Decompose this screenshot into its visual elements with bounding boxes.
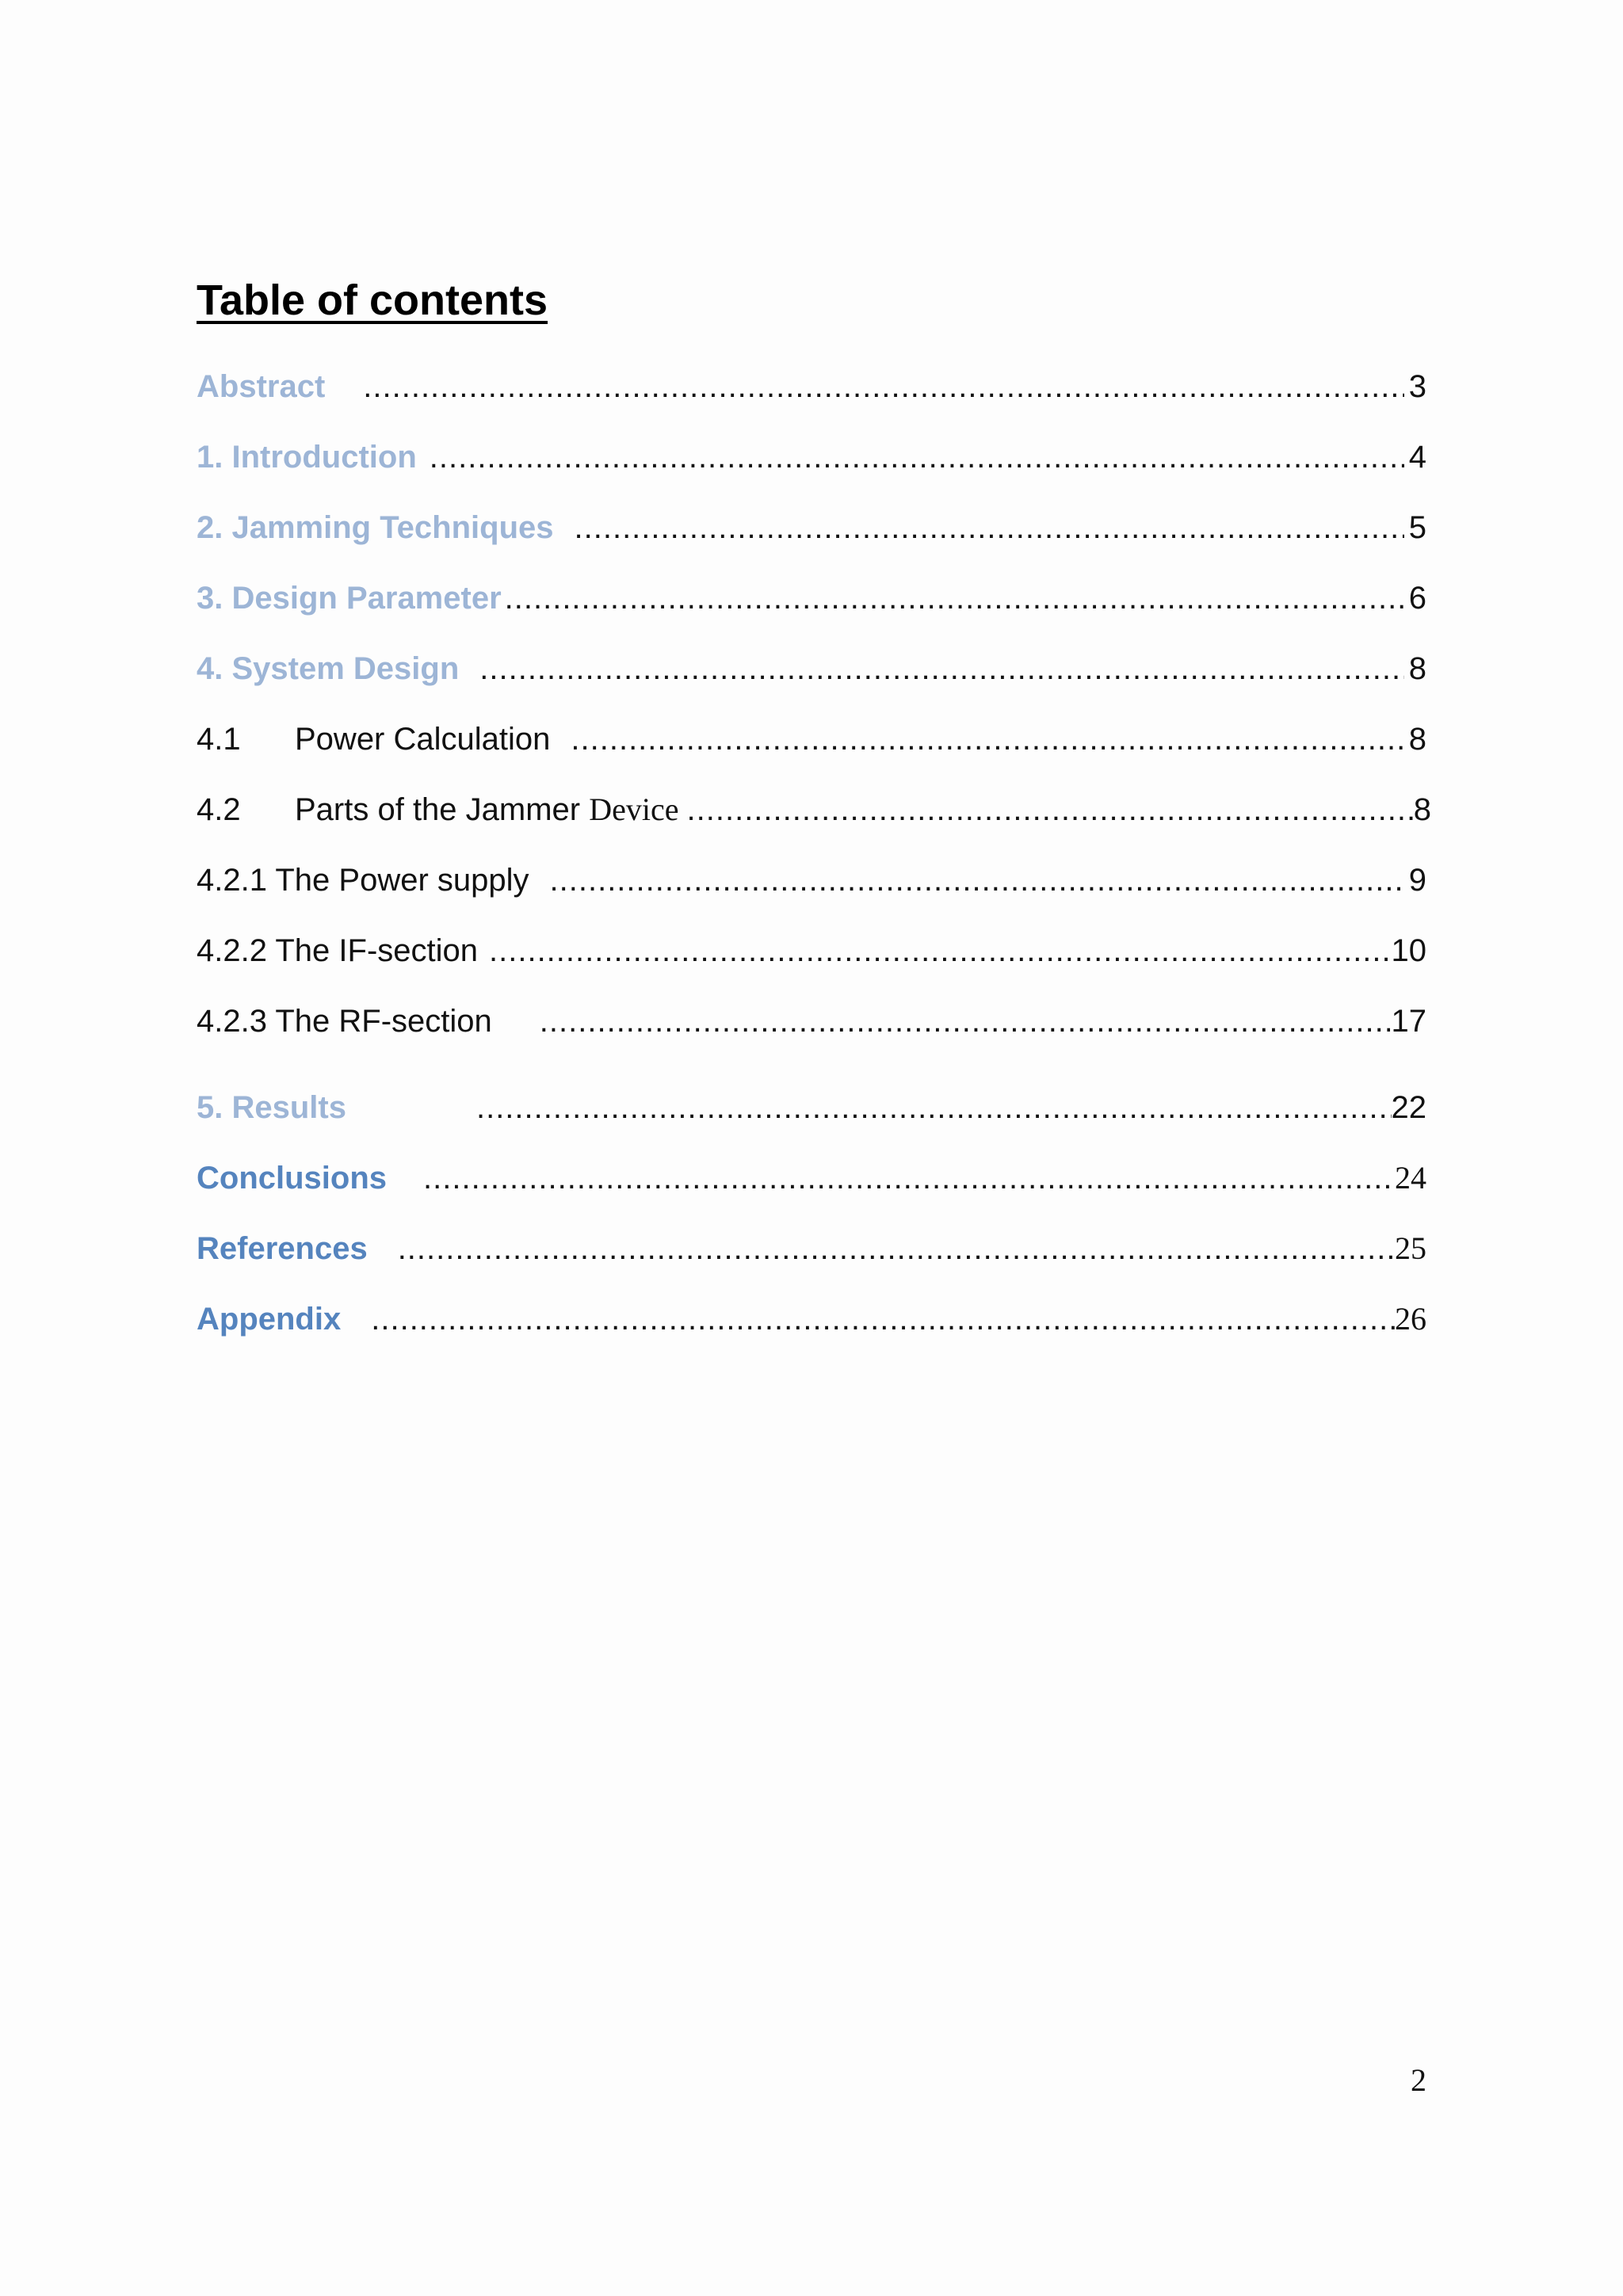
toc-entry-page: 10 <box>1391 933 1426 968</box>
toc-entry-page: 17 <box>1391 1004 1426 1039</box>
toc-entry-appendix[interactable] <box>197 1297 1426 1341</box>
toc-entry-introduction[interactable] <box>197 435 1426 479</box>
toc-entry-results[interactable] <box>197 1085 1426 1130</box>
dot-leader <box>489 929 1390 973</box>
toc-entry-if-section[interactable] <box>197 929 1426 973</box>
toc-entry-number: 4.2 <box>197 792 241 827</box>
toc-entry-page: 26 <box>1395 1301 1426 1337</box>
toc-entry-label: Parts of the Jammer <box>295 792 581 827</box>
toc-entry-label: Abstract <box>197 369 326 404</box>
toc-entry-system-design[interactable] <box>197 646 1426 691</box>
toc-entry-label: References <box>197 1231 368 1266</box>
toc-entry-conclusions[interactable] <box>197 1156 1426 1200</box>
toc-entry-label-group <box>197 788 679 832</box>
toc-entry-label: 1. Introduction <box>197 440 417 475</box>
toc-entry-power-supply[interactable] <box>197 858 1426 902</box>
toc-entry-page: 22 <box>1391 1090 1426 1125</box>
toc-entry-label: 4.2.2 The IF-section <box>197 933 478 968</box>
toc-entry-label: 5. Results <box>197 1090 346 1125</box>
toc-entry-page: 8 <box>1408 651 1426 686</box>
toc-entry-design-parameter[interactable] <box>197 576 1426 620</box>
toc-entry-page: 8 <box>1408 722 1426 757</box>
toc-entry-label: Conclusions <box>197 1161 388 1196</box>
toc-entry-parts-of-jammer[interactable] <box>197 788 1431 832</box>
toc-entry-page: 24 <box>1395 1160 1426 1196</box>
dot-leader <box>550 858 1404 902</box>
toc-entry-label: 2. Jamming Techniques <box>197 510 554 545</box>
page-title: Table of contents <box>197 277 548 324</box>
dot-leader <box>371 1297 1395 1341</box>
toc-entry-label: 4.2.1 The Power supply <box>197 863 529 898</box>
toc-entry-abstract[interactable] <box>197 364 1426 409</box>
toc-entry-rf-section[interactable] <box>197 999 1426 1043</box>
toc-entry-jamming-techniques[interactable] <box>197 505 1426 550</box>
dot-leader <box>687 788 1414 832</box>
toc-entry-label-serif: Device <box>589 791 679 827</box>
dot-leader <box>363 364 1403 409</box>
dot-leader <box>423 1156 1395 1200</box>
toc-entry-page: 9 <box>1408 863 1426 898</box>
toc-entry-label: 3. Design Parameter <box>197 581 502 616</box>
toc-entry-label: 4.2.3 The RF-section <box>197 1004 492 1039</box>
dot-leader <box>476 1085 1392 1130</box>
toc-entry-page: 5 <box>1408 510 1426 545</box>
toc-entry-page: 6 <box>1408 581 1426 616</box>
toc-entry-number: 4.1 <box>197 722 241 757</box>
toc-entry-page: 25 <box>1395 1230 1426 1266</box>
toc-entry-references[interactable] <box>197 1226 1426 1271</box>
toc-entry-page: 4 <box>1408 440 1426 475</box>
dot-leader <box>575 505 1404 550</box>
dot-leader <box>479 646 1404 691</box>
toc-entry-label: 4. System Design <box>197 651 460 686</box>
toc-entry-page: 3 <box>1408 369 1426 404</box>
toc-entry-label-group <box>197 717 550 761</box>
toc-entry-label: Appendix <box>197 1302 342 1337</box>
dot-leader <box>571 717 1403 761</box>
page-number: 2 <box>1411 2062 1426 2098</box>
dot-leader <box>398 1226 1395 1271</box>
toc-entry-page: 8 <box>1413 792 1431 827</box>
toc-entry-power-calculation[interactable] <box>197 717 1426 761</box>
dot-leader <box>430 435 1404 479</box>
toc-entry-label: Power Calculation <box>295 722 551 757</box>
dot-leader <box>540 999 1390 1043</box>
dot-leader <box>505 576 1404 620</box>
